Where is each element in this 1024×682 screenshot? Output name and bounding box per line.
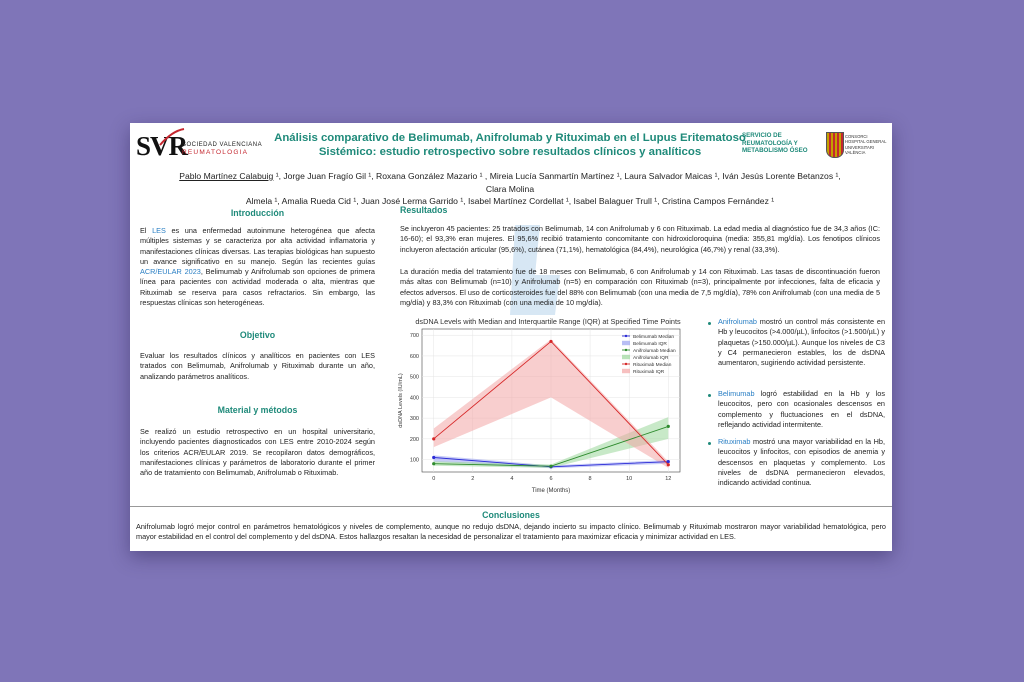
x-axis-label: Time (Months) — [531, 488, 571, 494]
data-point-belimumab — [432, 456, 435, 459]
data-point-belimumab — [667, 460, 670, 463]
bullet-belimumab: Belimumab logró estabilidad en la Hb y los leucocitos, pero con ocasionales descensos en complemento y fluctuaciones en el dsDNA, reflejando actividad intermitente. — [718, 389, 885, 429]
objective-text: Evaluar los resultados clínicos y analíticos en pacientes con LES tratados con Belimumab, Anifrolumab y Rituximab durante un año, analizando parámetros analíticos. — [140, 351, 375, 381]
bullet-rituximab: Rituximab mostró una mayor variabilidad en la Hb, leucocitos y linfocitos, con episodios de anemia y descensos en plaquetas y complemento. Los niveles de dsDNA permanecieron elevados, indicando actividad continua. — [718, 437, 885, 488]
data-point-anifrolumab — [667, 425, 670, 428]
data-point-rituximab — [549, 340, 552, 343]
bullet-dot — [708, 394, 711, 397]
results-p1: Se incluyeron 45 pacientes: 25 tratados con Belimumab, 14 con Anifrolumab y 6 con Rituximab. La edad media al diagnóstico fue de 34,3 años (IC: 16-60); el 93,3% eran mujeres. El 95,6% recibió tratamiento concomitante con hidroxicloroquina (media: 355,81 mg/día). Los fenotipos clínicos incluyeron afectación articular (95,6%), cutánea (71,1%), hematológica (84,4%), neurológica (46,7%) y renal (33,3%). — [400, 224, 880, 254]
x-tick-label: 12 — [665, 476, 672, 482]
legend-label: Anifrolumab Median — [633, 348, 676, 354]
legend-label: Anifrolumab IQR — [633, 355, 669, 361]
methods-text: Se realizó un estudio retrospectivo en un hospital universitario, incluyendo pacientes diagnosticados con LES entre 2010-2024 según los criterios ACR/EULAR 2019. Se recopilaron datos demográficos, manifestaciones clínicas y parámetros de laboratorio durante el primer año de tratamiento con Belimumab, Anifrolumab o Rituximab. — [140, 427, 375, 478]
logo-service: SERVICIO DE REUMATOLOGÍA Y METABOLISMO ÓSEO — [742, 132, 808, 154]
bullet-dot — [708, 442, 711, 445]
poster-title: Análisis comparativo de Belimumab, Anifrolumab y Rituximab en el Lupus Eritematoso Sistémico: estudio retrospectivo sobre resultados clínicos y analíticos — [274, 132, 746, 158]
y-tick-label: 400 — [409, 395, 419, 402]
conclusions-heading: Conclusiones — [482, 510, 540, 520]
y-axis-label: dsDNA Levels (IU/mL) — [398, 373, 404, 428]
legend-marker — [625, 363, 627, 365]
y-tick-label: 700 — [409, 333, 419, 340]
logo-svr: SVR SOCIEDAD VALENCIANA REUMATOLOGIA — [136, 131, 261, 163]
legend-label: Belimumab IQR — [633, 341, 667, 347]
results-heading: Resultados — [400, 205, 448, 215]
y-tick-label: 500 — [409, 374, 419, 381]
intro-heading: Introducción — [230, 208, 285, 218]
conclusions-box — [130, 506, 892, 551]
x-tick-label: 6 — [549, 476, 553, 482]
y-tick-label: 200 — [409, 436, 419, 443]
methods-heading: Material y métodos — [217, 405, 298, 415]
objective-heading: Objetivo — [239, 330, 276, 340]
y-tick-label: 600 — [409, 353, 419, 360]
data-point-anifrolumab — [549, 465, 552, 468]
legend-marker — [625, 349, 627, 351]
x-tick-label: 2 — [471, 476, 475, 482]
bullet-dot — [708, 322, 711, 325]
bullet-anifrolumab: Anifrolumab mostró un control más consistente en Hb y leucocitos (>4.000/µL), linfocitos (>1.500/µL) y plaquetas (>150.000/µL). Aunque los niveles de C3 y C4 permanecieron estables, los de dsDNA aumentaron, sugiriendo actividad persistente. — [718, 317, 885, 368]
legend-label: Belimumab Median — [633, 334, 675, 340]
chart-svg — [392, 315, 688, 498]
x-tick-label: 10 — [626, 476, 633, 482]
legend-label: Rituximab IQR — [633, 369, 665, 375]
legend-label: Rituximab Median — [633, 362, 672, 368]
poster: SVR SOCIEDAD VALENCIANA REUMATOLOGIA Análisis comparativo de Belimumab, Anifrolumab y Rituximab en el Lupus Eritematoso Sistémico: estudio retrospectivo sobre resultados clínicos y analíticos SERVICIO DE REUMATOLOGÍA Y METABOLISMO ÓSEO CONSORCI HOSPITAL GENERAL UNIVERSITARI VALÈNCIA Pablo Martínez Calabuig ¹, Jorge Juan Fragío Gil ¹, Roxana González Mazario ¹ , Mireia Lucía Sanmartín Martínez ¹, Laura Salvador Maicas ¹, Iván Jesús Lorente Betanzos ¹, Clara Molina Almela ¹, Amalia Rueda Cid ¹, Juan José Lerma Garrido ¹, Isabel Martínez Cordellat ¹, Isabel Balaguer Trull ¹, Cristina Campos Fernández ¹ Introducción El LES es una enfermedad autoinmune heterogénea que afecta múltiples sistemas y se caracteriza por alta actividad inflamatoria y manifestaciones clínicas diversas. Las terapias biológicas han supuesto un avance significativo en su manejo. Según las recientes guías ACR/EULAR 2023, Belimumab y Anifrolumab son opciones de primera línea para pacientes con actividad moderada o alta, mientras que Rituximab se reserva para casos refractarios. Sin embargo, las respuestas clínicas son heterogéneas. Objetivo Evaluar los resultados clínicos y analíticos en pacientes con LES tratados con Belimumab, Anifrolumab y Rituximab durante un año, analizando parámetros analíticos. Material y métodos Se realizó un estudio retrospectivo en un hospital universitario, incluyendo pacientes diagnosticados con LES entre 2010-2024 según los criterios ACR/EULAR 2019. Se recopilaron datos demográficos, manifestaciones clínicas y parámetros de laboratorio durante el primer año de tratamiento con Belimumab, Anifrolumab o Rituximab. Resultados Se incluyeron 45 pacientes: 25 tratados con Belimumab, 14 con Anifrolumab y 6 con Rituximab. La edad media al diagnóstico fue de 34,3 años (IC: 16-60); el 93,3% eran mujeres. El 95,6% recibió tratamiento concomitante con hidroxicloroquina (media: 355,81 mg/día). Los fenotipos clínicos incluyeron afectación articular (95,6%), cutánea (71,1%), hematológica (84,4%), neurológica (46,7%) y renal (33,3%). La duración media del tratamiento fue de 18 meses con Belimumab, 6 con Anifrolumab y 14 con Rituximab. Las tasas de discontinuación fueron más altas con Belimumab (n=10) y Anifrolumab (n=5) en comparación con Rituximab (n=3), principalmente por infecciones, falta de eficacia y efectos adversos. El uso de corticosteroides fue del 88% con Belimumab (con una media de 7,5 mg/día), 78% con Anifrolumab (con una media de 5 mg/día) y 83,3% con Rituximab (con una media de 10 mg/día). dsDNA Levels with Median and Interquartile Range (IQR) at Specified Time Points 100 200 300 400 500 600 700 0 2 4 6 8 10 12 Time (Months) dsDNA Levels (IU/mL) Belimumab Median Belimumab IQR Anifrolumab Median Anifrolumab IQR Rituximab Median Rituximab IQR Anifrolumab mostró un control más consistente en Hb y leucocitos (>4.000/µL), linfocitos (>1.500/µL) y plaquetas (>150.000/µL). Aunque los niveles de C3 y C4 permanecieron estables, los de dsDNA aumentaron, sugiriendo actividad persistente. Belimumab logró estabilidad en la Hb y los leucocitos, pero con ocasionales descensos en complemento y fluctuaciones en el dsDNA, reflejando actividad intermitente. Rituximab mostró una mayor variabilidad en la Hb, leucocitos y linfocitos, con episodios de anemia y descensos en plaquetas y complemento. Los niveles de dsDNA permanecieron elevados, indicando actividad continua. Conclusiones Anifrolumab logró mejor control en parámetros hematológicos y niveles de complemento, aunque no redujo dsDNA, dejando incierto su impacto clínico. Belimumab y Rituximab mostraron mayor variabilidad hematológica, pero mayor estabilidad en el control del complemento y del dsDNA. Estos hallazgos resaltan la necesidad de personalizar el tratamiento para maximizar eficacia y minimizar actividad en LES. — [130, 123, 892, 551]
legend-swatch-iqr — [622, 341, 630, 345]
data-point-rituximab — [432, 437, 435, 440]
x-tick-label: 4 — [510, 476, 514, 482]
shield-icon — [826, 132, 844, 158]
y-tick-label: 300 — [409, 416, 419, 423]
dsdna-chart — [392, 315, 688, 498]
intro-text: El LES es una enfermedad autoinmune heterogénea que afecta múltiples sistemas y se caracteriza por alta actividad inflamatoria y manifestaciones clínicas diversas. Las terapias biológicas han supuesto un avance significativo en su manejo. Según las recientes guías ACR/EULAR 2023, Belimumab y Anifrolumab son opciones de primera línea para pacientes con actividad moderada o alta, mientras que Rituximab se reserva para casos refractarios. Sin embargo, las respuestas clínicas son heterogéneas. — [140, 226, 375, 308]
legend-swatch-iqr — [622, 355, 630, 359]
results-p2: La duración media del tratamiento fue de 18 meses con Belimumab, 6 con Anifrolumab y 14 con Rituximab. Las tasas de discontinuación fueron más altas con Belimumab (n=10) y Anifrolumab (n=5) en comparación con Rituximab (n=3), principalmente por infecciones, falta de eficacia y efectos adversos. El uso de corticosteroides fue del 88% con Belimumab (con una media de 7,5 mg/día), 78% con Anifrolumab (con una media de 5 mg/día) y 83,3% con Rituximab (con una media de 10 mg/día). — [400, 267, 880, 307]
data-point-rituximab — [667, 463, 670, 466]
y-tick-label: 100 — [409, 457, 419, 464]
x-tick-label: 0 — [432, 476, 436, 482]
legend-marker — [625, 335, 627, 337]
chart-title: dsDNA Levels with Median and Interquartile Range (IQR) at Specified Time Points — [415, 317, 681, 326]
conclusions-text: Anifrolumab logró mejor control en parámetros hematológicos y niveles de complemento, aunque no redujo dsDNA, dejando incierto su impacto clínico. Belimumab y Rituximab mostraron mayor variabilidad hematológica, pero mayor estabilidad en el control del complemento y del dsDNA. Estos hallazgos resaltan la necesidad de personalizar el tratamiento para maximizar eficacia y minimizar actividad en LES. — [136, 522, 886, 542]
x-tick-label: 8 — [588, 476, 592, 482]
data-point-anifrolumab — [432, 462, 435, 465]
legend-swatch-iqr — [622, 369, 630, 373]
authors: Pablo Martínez Calabuig ¹, Jorge Juan Fragío Gil ¹, Roxana González Mazario ¹ , Mireia Lucía Sanmartín Martínez ¹, Laura Salvador Maicas ¹, Iván Jesús Lorente Betanzos ¹, Clara Molina Almela ¹, Amalia Rueda Cid ¹, Juan José Lerma Garrido ¹, Isabel Martínez Cordellat ¹, Isabel Balaguer Trull ¹, Cristina Campos Fernández ¹ — [179, 171, 841, 206]
